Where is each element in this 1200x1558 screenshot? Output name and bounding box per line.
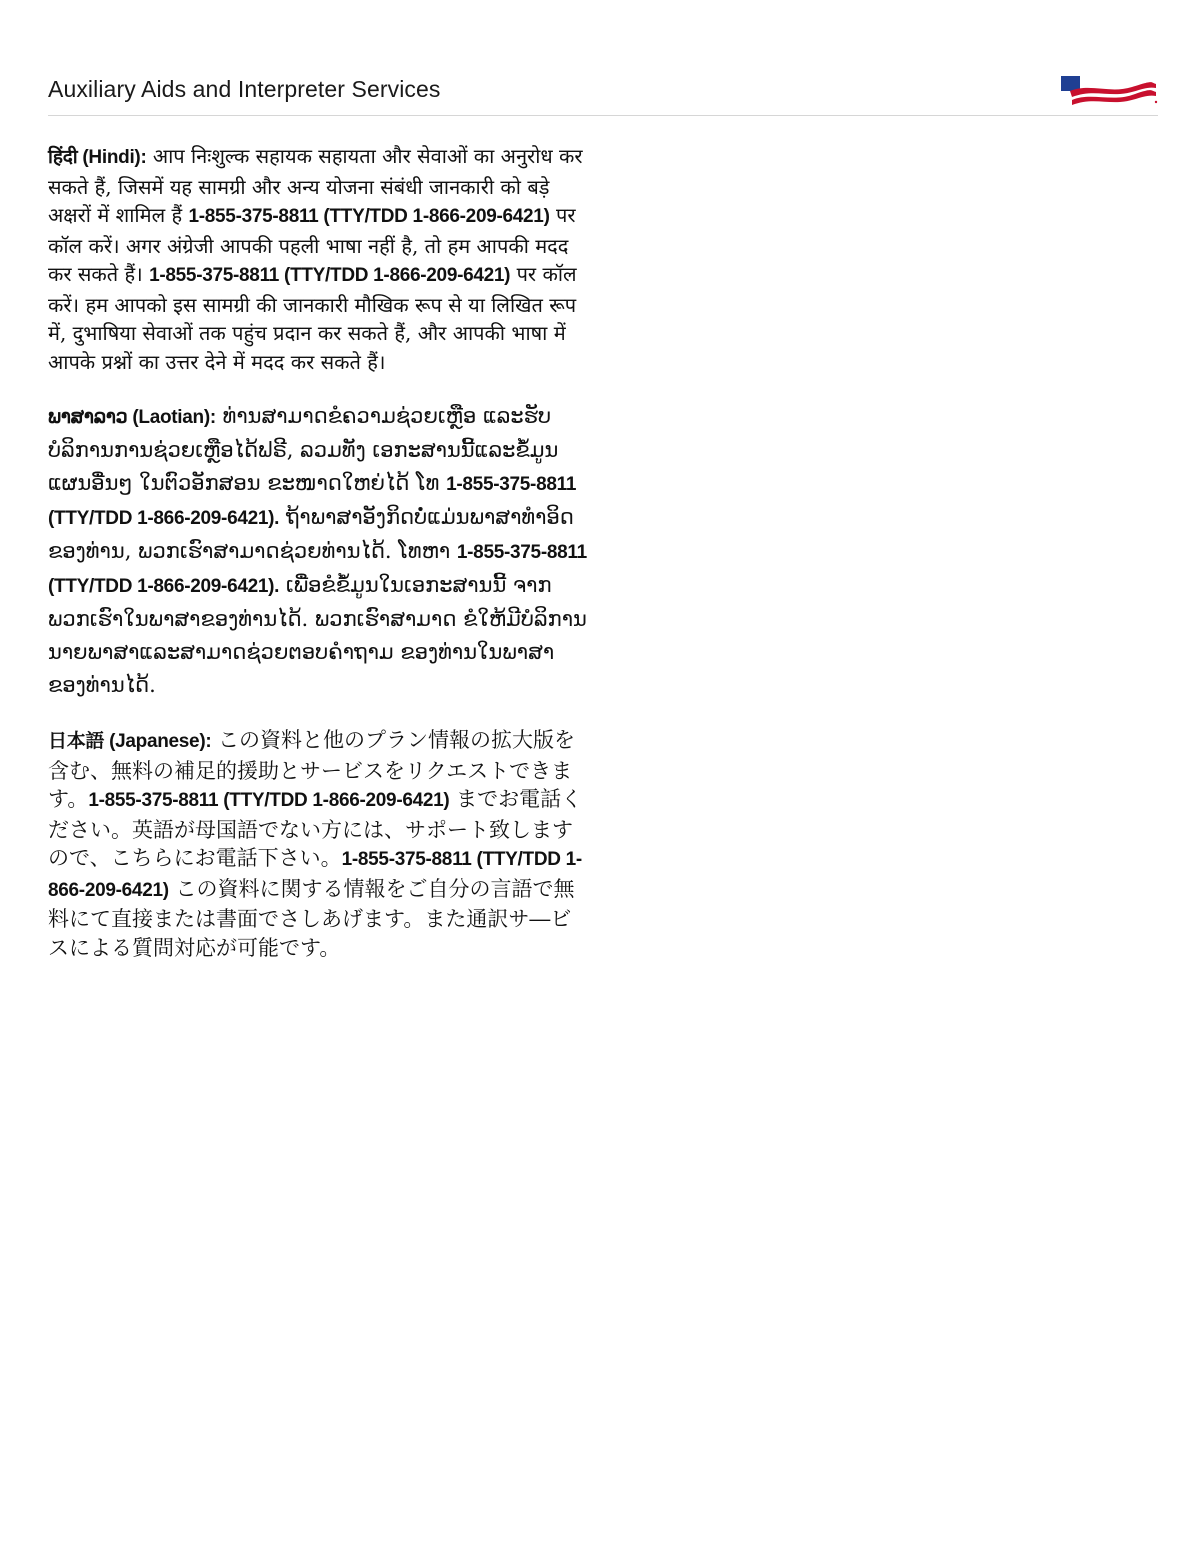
lao-text-2: ຖ້າພາສາອັງກິດບໍ່ແມ່ນພາສາທຳອິດຂອງທ່ານ, ພວກເຮົາສາມາດຊ່ວຍທ່ານໄດ້. ໂທຫາ: [48, 505, 574, 563]
hindi-paragraph: [48, 142, 588, 376]
japanese-phone-1: 1-855-375-8811 (TTY/TDD 1-866-209-6421): [88, 790, 450, 811]
hindi-phone-1: 1-855-375-8811 (TTY/TDD 1-866-209-6421): [188, 206, 550, 227]
hindi-text-1: आप निःशुल्क सहायक सहायता और सेवाओं का अनुरोध कर सकते हैं, जिसमें यह सामग्री और अन्य योजना संबंधी जानकारी को बड़े अक्षरों में शामिल हैं: [48, 144, 583, 227]
lao-text-1: ທ່ານສາມາດຂໍຄວາມຊ່ວຍເຫຼືອ ແລະຮັບບໍລິການການຊ່ວຍເຫຼືອໄດ້ຟຣີ, ລວມທັງ ເອກະສານນີ້ແລະຂໍ້ມູນແຜນອື່ນໆ ໃນຕົວອັກສອນ ຂະໜາດໃຫຍ່ໄດ້ ໂທ: [48, 404, 559, 495]
hindi-phone-2: 1-855-375-8811 (TTY/TDD 1-866-209-6421): [149, 265, 511, 286]
hindi-text-3: पर कॉल करें। हम आपको इस सामग्री की जानकारी मौखिक रूप से या लिखित रूप में, दुभाषिया सेवाओं तक पहुंच प्रदान कर सकते हैं, और आपकी भाषा में आपके प्रश्नों का उत्तर देने में मदद कर सकते हैं।: [48, 262, 577, 374]
page-header: [48, 74, 1158, 116]
language-assistance-content: [48, 142, 588, 986]
japanese-phone-2: 1-855-375-8811 (TTY/TDD 1-866-209-6421): [48, 849, 582, 901]
japanese-heading: 日本語 (Japanese):: [48, 731, 212, 752]
japanese-text-2: までお電話ください。英語が母国語でない方には、サポート致しますので、こちらにお電話下さい。: [48, 787, 583, 870]
lao-text-3: ເພື່ອຂໍຂໍ້ມູນໃນເອກະສານນີ້ ຈາກພວກເຮົາໃນພາສາຂອງທ່ານໄດ້. ພວກເຮົາສາມາດ ຂໍໃຫ້ມີບໍລິການນາຍພາສາແລະສາມາດຊ່ວຍຕອບຄຳຖາມ ຂອງທ່ານໃນພາສາຂອງທ່ານໄດ້.: [48, 573, 587, 697]
japanese-paragraph: [48, 726, 588, 962]
lao-paragraph: [48, 400, 588, 702]
lao-phone-1: 1-855-375-8811 (TTY/TDD 1-866-209-6421).: [48, 474, 577, 529]
japanese-text-1: この資料と他のプラン情報の拡大版を含む、無料の補足的援助とサービスをリクエストできます。: [48, 728, 576, 811]
page-title: Auxiliary Aids and Interpreter Services: [48, 76, 441, 102]
flag-logo-icon: [1060, 74, 1158, 108]
japanese-text-3: この資料に関する情報をご自分の言語で無料にて直接または書面でさしあげます。また通訳サ―ビスによる質問対応が可能です。: [48, 876, 575, 960]
lao-phone-2: 1-855-375-8811 (TTY/TDD 1-866-209-6421).: [48, 542, 587, 597]
hindi-text-2: पर कॉल करें। अगर अंग्रेजी आपकी पहली भाषा नहीं है, तो हम आपकी मदद कर सकते हैं।: [48, 203, 576, 286]
hindi-heading: हिंदी (Hindi):: [48, 147, 147, 168]
lao-heading: ພາສາລາວ (Laotian):: [48, 407, 216, 428]
